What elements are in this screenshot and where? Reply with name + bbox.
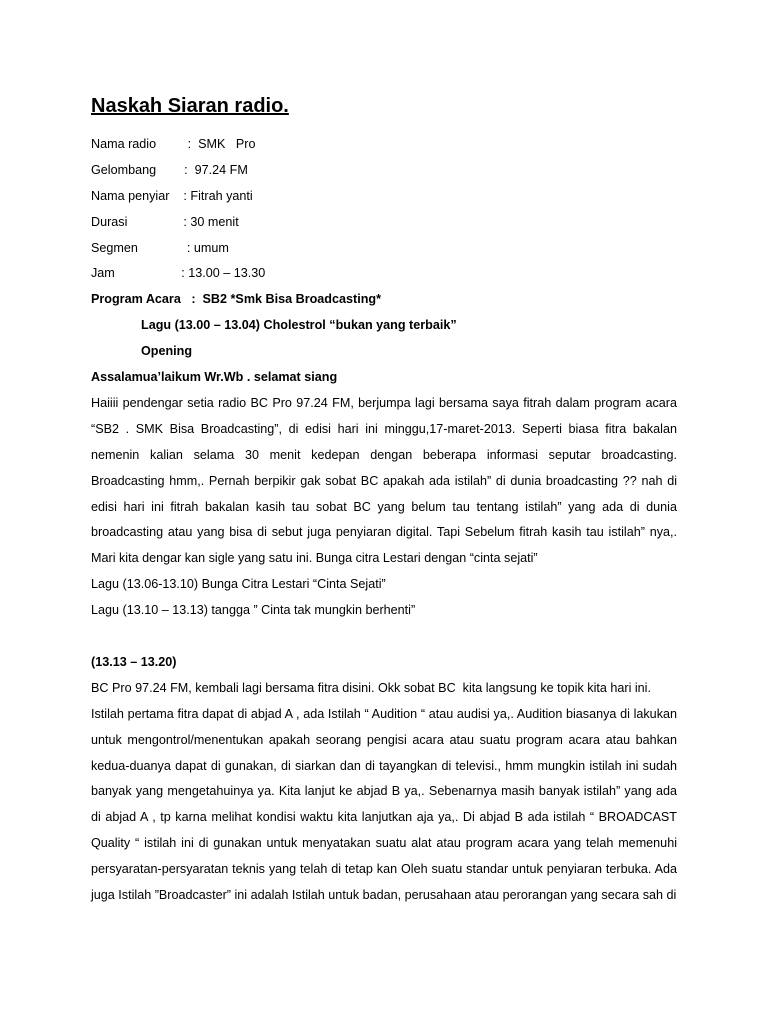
meta-row xyxy=(91,236,677,262)
meta-row xyxy=(91,132,677,158)
meta-label: Jam xyxy=(91,266,115,281)
paragraph-return: BC Pro 97.24 FM, kembali lagi bersama fitra disini. Okk sobat BC kita langsung ke topik kita hari ini. xyxy=(91,680,651,695)
meta-value: : Fitrah yanti xyxy=(183,188,253,203)
meta-label: Nama penyiar xyxy=(91,188,170,203)
meta-value: : 13.00 – 13.30 xyxy=(181,266,266,281)
program-label: Program Acara : SB2 *Smk Bisa Broadcasting* xyxy=(91,292,381,307)
greeting: Assalamua’laikum Wr.Wb . selamat siang xyxy=(91,370,338,385)
meta-value: : 97.24 FM xyxy=(184,162,248,177)
document-body xyxy=(91,132,677,909)
song-2: Lagu (13.06-13.10) Bunga Citra Lestari “Cinta Sejati” xyxy=(91,577,386,592)
segment-time: (13.13 – 13.20) xyxy=(91,654,177,669)
meta-value: : umum xyxy=(186,240,229,255)
meta-value: : SMK Pro xyxy=(187,137,256,151)
meta-row xyxy=(91,261,677,287)
meta-row xyxy=(91,184,677,210)
document-title: Naskah Siaran radio. xyxy=(91,95,289,117)
song-1: Lagu (13.00 – 13.04) Cholestrol “bukan yang terbaik” xyxy=(141,318,457,333)
meta-label: Gelombang xyxy=(91,162,157,177)
meta-value: : 30 menit xyxy=(183,214,239,229)
meta-label: Segmen xyxy=(91,240,138,255)
song-3: Lagu (13.10 – 13.13) tangga ” Cinta tak mungkin berhenti” xyxy=(91,603,416,618)
opening-heading: Opening xyxy=(141,344,193,359)
meta-label: Durasi xyxy=(91,214,128,229)
paragraph-terms: Istilah pertama fitra dapat di abjad A , ada Istilah “ Audition “ atau audisi ya,. Audition biasanya di lakukan untuk mengontrol/menentukan apakah seorang pengisi acara atau suatu program acara atau bahkan kedua-duanya dapat di gunakan, di siarkan dan di tayangkan di televisi., hmm mungkin istilah ini sudah banyak yang mengetahuinya ya. Kita lanjut ke abjad B ya,. Sebenarnya masih banyak istilah” yang ada di abjad A , tp karna melihat kondisi waktu kita lanjutkan aja ya,. Di abjad B ada istilah “ BROADCAST Quality “ istilah ini di gunakan untuk menyatakan suatu alat atau program acara yang telah memenuhi persyaratan-persyaratan teknis yang telah di tetap kan Oleh suatu standar untuk penyiaran terbuka. Ada juga Istilah ”Broadcaster” ini adalah Istilah untuk badan, perusahaan atau perorangan yang secara sah di xyxy=(91,706,677,903)
paragraph-intro: Haiiii pendengar setia radio BC Pro 97.24 FM, berjumpa lagi bersama saya fitrah dalam program acara “SB2 . SMK Bisa Broadcasting”, di edisi hari ini minggu,17-maret-2013. Seperti biasa fitra bakalan nemenin kalian selama 30 menit kedepan dengan beberapa informasi seputar broadcasting. Broadcasting hmm,. Pernah berpikir gak sobat BC apakah ada istilah” di dunia broadcasting ?? nah di edisi hari ini fitrah bakalan kasih tau sobat BC yang belum tau tentang istilah” yang ada di dunia broadcasting atau yang bisa di sebut juga penyiaran digital. Tapi Sebelum fitrah kasih tau istilah” nya,. Mari kita dengar kan sigle yang satu ini. Bunga citra Lestari dengan “cinta sejati” xyxy=(91,395,677,566)
meta-row xyxy=(91,210,677,236)
meta-label: Nama radio xyxy=(91,137,157,151)
meta-row xyxy=(91,158,677,184)
spacer xyxy=(91,624,677,650)
